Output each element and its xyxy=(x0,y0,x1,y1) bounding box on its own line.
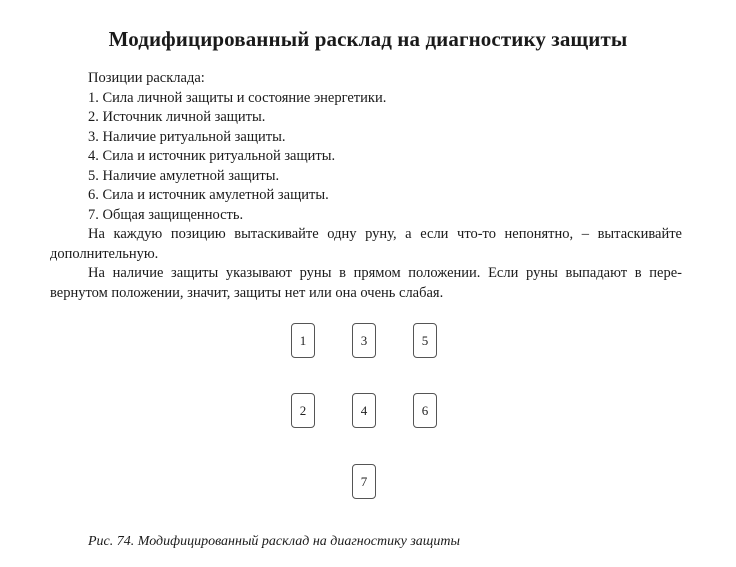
rune-card-7: 7 xyxy=(352,464,376,499)
paragraph-1-line-2: дополнительную. xyxy=(50,245,159,262)
rune-card-6: 6 xyxy=(413,393,437,428)
rune-card-2: 2 xyxy=(291,393,315,428)
position-item-5: 5. Наличие амулетной защиты. xyxy=(88,167,280,184)
intro-line: Позиции расклада: xyxy=(88,70,205,86)
position-item-7: 7. Общая защищенность. xyxy=(88,206,244,223)
body-text xyxy=(50,69,682,303)
position-item-2: 2. Источник личной защиты. xyxy=(88,109,266,125)
position-item-3: 3. Наличие ритуальной защиты. xyxy=(88,128,286,145)
rune-card-1: 1 xyxy=(291,323,315,358)
rune-card-4: 4 xyxy=(352,393,376,428)
rune-card-5: 5 xyxy=(413,323,437,358)
paragraph-2-line-2: вернутом положении, значит, защиты нет или она очень слабая. xyxy=(50,284,444,301)
paragraph-2-line-1: На наличие защиты указывают руны в прямом положении. Если руны выпадают в пере- xyxy=(88,265,682,281)
figure-caption: Рис. 74. Модифицированный расклад на диагностику защиты xyxy=(88,534,460,549)
page-title: Модифицированный расклад на диагностику защиты xyxy=(108,27,628,51)
rune-card-3: 3 xyxy=(352,323,376,358)
paragraph-1-line-1: На каждую позицию вытаскивайте одну руну, а если что-то непонятно, – вытаскивайте xyxy=(88,226,682,242)
position-item-6: 6. Сила и источник амулетной защиты. xyxy=(88,187,329,203)
position-item-1: 1. Сила личной защиты и состояние энергетики. xyxy=(88,89,387,106)
position-item-4: 4. Сила и источник ритуальной защиты. xyxy=(88,148,336,164)
